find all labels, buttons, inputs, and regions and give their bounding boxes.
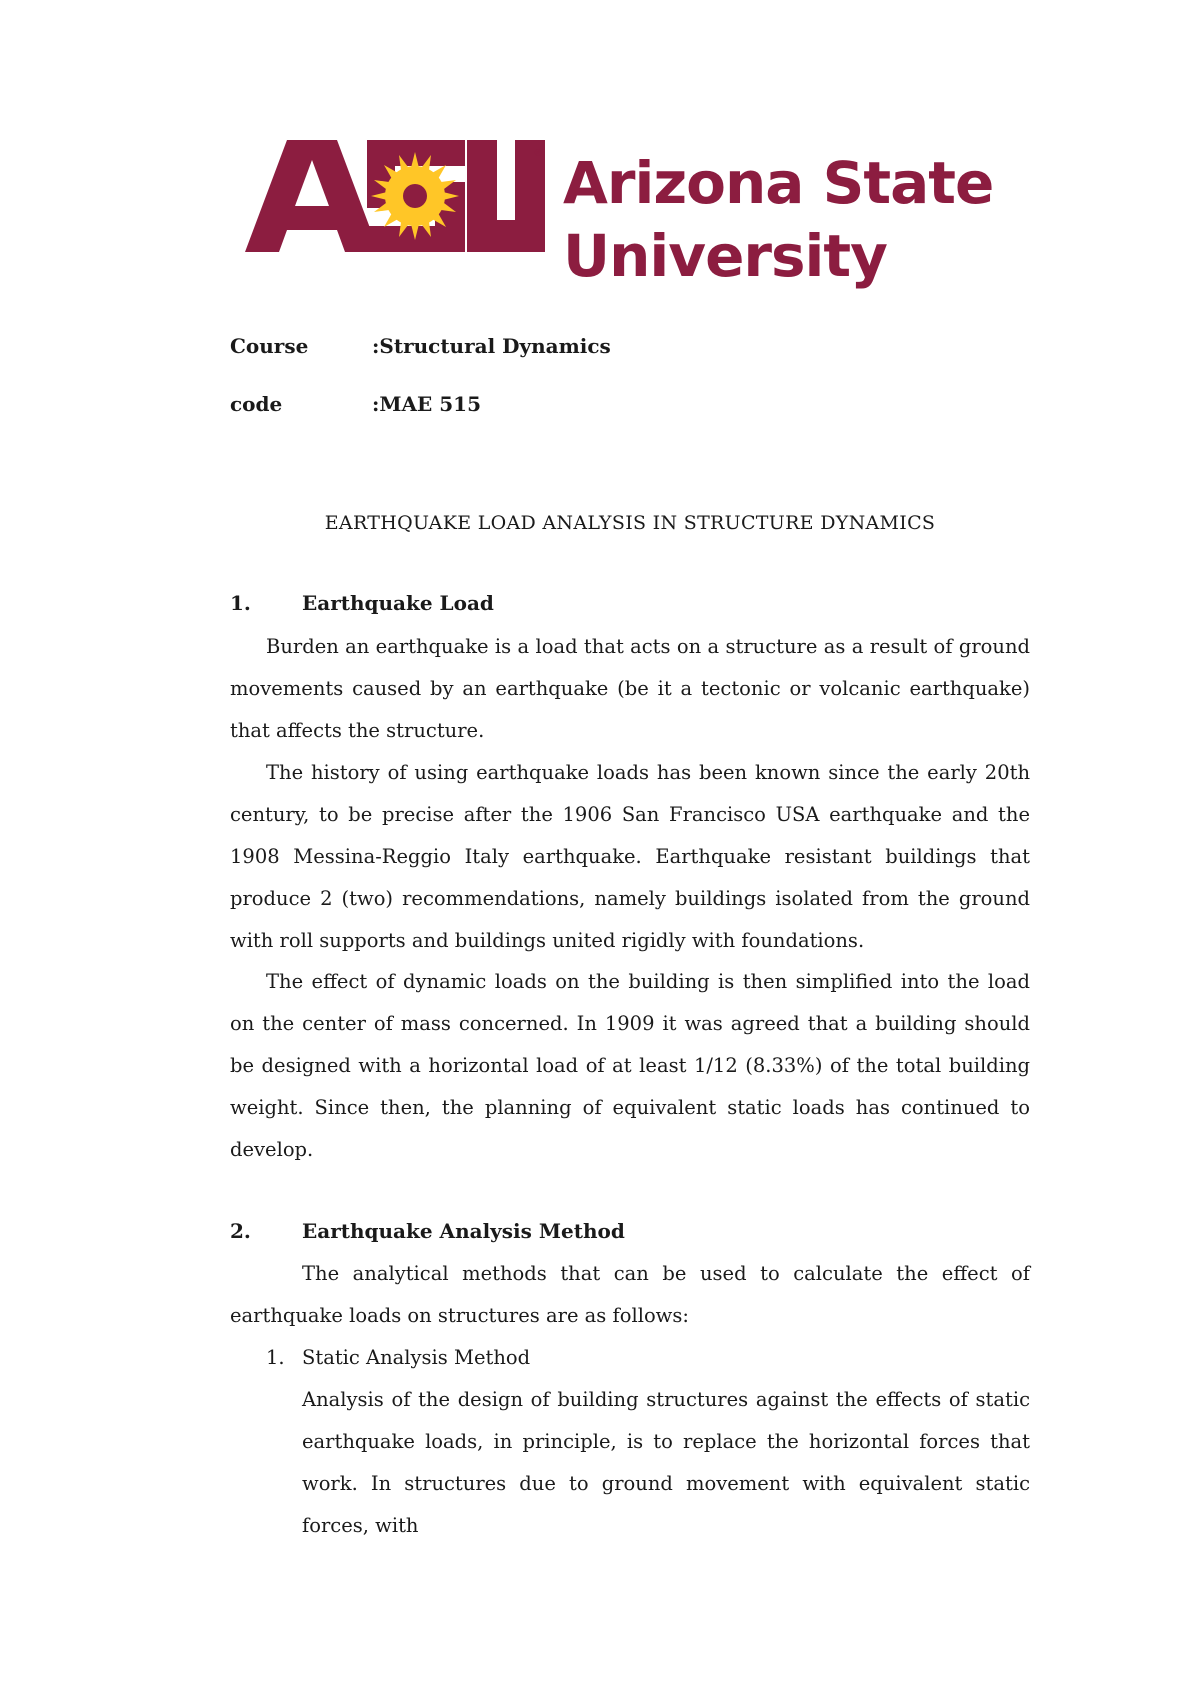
list-item-title: Static Analysis Method [302, 1346, 531, 1369]
section-1-number: 1. [230, 591, 251, 615]
section-1-title: Earthquake Load [302, 591, 494, 615]
section-1-paragraph-2: The history of using earthquake loads has been known since the early 20th century, to be precise after the 1906 San Francisco USA earthquake and the 1908 Messina-Reggio Italy earthquake. Earthquake resistant buildings that produce 2 (two) recommendations, namely buildings isolated from the ground with roll supports and buildings united rigidly with foundations. [230, 761, 1030, 952]
list-item-number: 1. [266, 1346, 285, 1369]
section-1-paragraph-1: Burden an earthquake is a load that acts on a structure as a result of ground movements caused by an earthquake (be it a tectonic or volcanic earthquake) that affects the structure. [230, 635, 1030, 742]
code-label: code [230, 392, 283, 416]
wordmark-line2: University [563, 222, 887, 290]
section-2-number: 2. [230, 1219, 251, 1243]
section-1-paragraph-3: The effect of dynamic loads on the building is then simplified into the load on the center of mass concerned. In 1909 it was agreed that a building should be designed with a horizontal load of at least 1/12 (8.33%) of the total building weight. Since then, the planning of equivalent static loads has continued to develop. [230, 970, 1030, 1161]
course-label: Course [230, 334, 309, 358]
asu-logo [245, 140, 1015, 300]
asu-monogram-icon [245, 140, 555, 300]
registered-mark: ® [533, 148, 543, 159]
static-method-description: Analysis of the design of building structures against the effects of static earthquake loads, in principle, is to replace the horizontal forces that work. In structures due to ground movement with equivalent static forces, with [302, 1388, 1030, 1537]
section-2-title: Earthquake Analysis Method [302, 1219, 625, 1243]
wordmark-line1: Arizona State [563, 149, 994, 217]
section-2-paragraph-1: The analytical methods that can be used to calculate the effect of earthquake loads on structures are as follows: [230, 1262, 1030, 1327]
code-value: :MAE 515 [372, 392, 481, 416]
document-title: EARTHQUAKE LOAD ANALYSIS IN STRUCTURE DYNAMICS [324, 512, 936, 534]
course-value: :Structural Dynamics [372, 334, 611, 358]
